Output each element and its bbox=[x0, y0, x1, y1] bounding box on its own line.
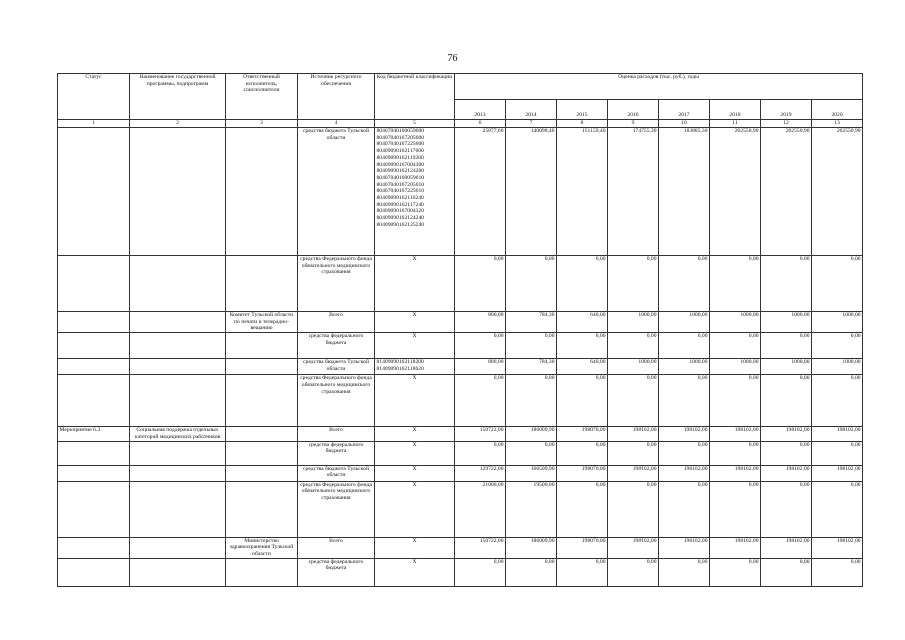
table-row bbox=[58, 427, 863, 441]
value-cell: 0,00 bbox=[812, 481, 863, 537]
year-header: 2014 bbox=[506, 100, 557, 120]
status-cell bbox=[58, 312, 130, 333]
executor-cell: Комитет Тульской области по печати и телерадио-вещанию bbox=[226, 312, 298, 333]
source-cell: Всего bbox=[298, 427, 375, 441]
value-cell: 0,00 bbox=[506, 256, 557, 312]
value-cell: 1000,00 bbox=[710, 359, 761, 375]
program-cell bbox=[130, 441, 226, 465]
header-program: Наименование государственной программы, подпрограмм bbox=[130, 74, 226, 120]
value-cell: 0,00 bbox=[455, 375, 506, 427]
status-cell bbox=[58, 441, 130, 465]
value-cell: 0,00 bbox=[506, 375, 557, 427]
status-cell bbox=[58, 128, 130, 256]
year-header: 2020 bbox=[812, 100, 863, 120]
status-cell bbox=[58, 465, 130, 481]
value-cell: 1000,00 bbox=[659, 359, 710, 375]
value-cell: 0,00 bbox=[557, 481, 608, 537]
value-cell: 0,00 bbox=[506, 333, 557, 359]
value-cell: 129722,00 bbox=[455, 465, 506, 481]
value-cell: 198102,00 bbox=[608, 537, 659, 558]
executor-cell bbox=[226, 359, 298, 375]
executor-cell bbox=[226, 427, 298, 441]
program-cell bbox=[130, 481, 226, 537]
code-cell: Х bbox=[375, 558, 455, 586]
code-cell: Х bbox=[375, 375, 455, 427]
source-cell: Всего bbox=[298, 537, 375, 558]
value-cell: 0,00 bbox=[557, 441, 608, 465]
value-cell: 198102,00 bbox=[659, 465, 710, 481]
table-row bbox=[58, 558, 863, 586]
value-cell: 198102,00 bbox=[659, 427, 710, 441]
table-row bbox=[58, 312, 863, 333]
code-cell: Х bbox=[375, 427, 455, 441]
value-cell: 0,00 bbox=[761, 441, 812, 465]
status-cell bbox=[58, 256, 130, 312]
value-cell: 186009,90 bbox=[506, 427, 557, 441]
code-cell: 80407040160059600 80407040167205600 80407040167225600 80409090162117600 80409090162119200 80409090167004300 80409090162124200 80407040160059610 80407040167205610 80407040167225610 80409090162116240 80409090162117240 80409090167004320 80409090162124240 80409090162125240 bbox=[375, 128, 455, 256]
value-cell: 784,30 bbox=[506, 312, 557, 333]
executor-cell bbox=[226, 375, 298, 427]
value-cell: 198102,00 bbox=[608, 465, 659, 481]
value-cell: 0,00 bbox=[608, 441, 659, 465]
code-cell: Х bbox=[375, 441, 455, 465]
source-cell: средства Федерального фонда обязательного медицинского страхования bbox=[298, 481, 375, 537]
value-cell: 1000,00 bbox=[812, 312, 863, 333]
executor-cell bbox=[226, 333, 298, 359]
value-cell: 150722,00 bbox=[455, 537, 506, 558]
value-cell: 0,00 bbox=[506, 441, 557, 465]
value-cell: 198102,00 bbox=[761, 465, 812, 481]
value-cell: 19500,00 bbox=[506, 481, 557, 537]
value-cell: 0,00 bbox=[506, 558, 557, 586]
program-cell bbox=[130, 537, 226, 558]
value-cell: 0,00 bbox=[659, 481, 710, 537]
value-cell: 198102,00 bbox=[761, 427, 812, 441]
value-cell: 0,00 bbox=[659, 333, 710, 359]
value-cell: 0,00 bbox=[812, 441, 863, 465]
value-cell: 198070,00 bbox=[557, 427, 608, 441]
value-cell: 1000,00 bbox=[812, 359, 863, 375]
status-cell bbox=[58, 359, 130, 375]
value-cell: 0,00 bbox=[659, 256, 710, 312]
value-cell: 0,00 bbox=[761, 558, 812, 586]
status-cell bbox=[58, 537, 130, 558]
value-cell: 0,00 bbox=[455, 256, 506, 312]
program-cell bbox=[130, 465, 226, 481]
value-cell: 198102,00 bbox=[812, 465, 863, 481]
value-cell: 186009,90 bbox=[506, 537, 557, 558]
year-header: 2017 bbox=[659, 100, 710, 120]
expenditure-table bbox=[57, 73, 863, 587]
table-row bbox=[58, 333, 863, 359]
value-cell: 0,00 bbox=[608, 375, 659, 427]
value-cell: 21000,00 bbox=[455, 481, 506, 537]
column-number: 13 bbox=[812, 120, 863, 128]
column-number: 9 bbox=[608, 120, 659, 128]
value-cell: 0,00 bbox=[608, 481, 659, 537]
header-source: Источник ресурсного обеспечения bbox=[298, 74, 375, 120]
value-cell: 0,00 bbox=[761, 375, 812, 427]
source-cell: средства Федерального фонда обязательного медицинского страхования bbox=[298, 375, 375, 427]
source-cell: средства федерального бюджета bbox=[298, 558, 375, 586]
code-cell: Х bbox=[375, 333, 455, 359]
value-cell: 1000,00 bbox=[761, 312, 812, 333]
value-cell: 0,00 bbox=[812, 558, 863, 586]
code-cell: Х bbox=[375, 256, 455, 312]
value-cell: 0,00 bbox=[710, 256, 761, 312]
table-row bbox=[58, 128, 863, 256]
column-number: 12 bbox=[761, 120, 812, 128]
header-estimate: Оценка расходов (тыс. руб.), годы bbox=[455, 74, 863, 100]
value-cell: 0,00 bbox=[455, 558, 506, 586]
executor-cell bbox=[226, 128, 298, 256]
value-cell: 1000,00 bbox=[608, 312, 659, 333]
source-cell: средства федерального бюджета bbox=[298, 441, 375, 465]
executor-cell bbox=[226, 256, 298, 312]
year-header: 2016 bbox=[608, 100, 659, 120]
value-cell: 0,00 bbox=[659, 558, 710, 586]
value-cell: 0,00 bbox=[761, 256, 812, 312]
executor-cell: Министерство здравоохранения Тульской области bbox=[226, 537, 298, 558]
value-cell: 0,00 bbox=[710, 441, 761, 465]
executor-cell bbox=[226, 465, 298, 481]
table-row bbox=[58, 375, 863, 427]
program-cell bbox=[130, 312, 226, 333]
source-cell: Всего bbox=[298, 312, 375, 333]
executor-cell bbox=[226, 441, 298, 465]
value-cell: 640,00 bbox=[557, 312, 608, 333]
program-cell bbox=[130, 359, 226, 375]
value-cell: 0,00 bbox=[812, 256, 863, 312]
value-cell: 174755,30 bbox=[608, 128, 659, 256]
value-cell: 784,30 bbox=[506, 359, 557, 375]
value-cell: 0,00 bbox=[710, 481, 761, 537]
value-cell: 0,00 bbox=[608, 333, 659, 359]
value-cell: 0,00 bbox=[812, 333, 863, 359]
value-cell: 0,00 bbox=[659, 441, 710, 465]
column-number: 10 bbox=[659, 120, 710, 128]
program-cell bbox=[130, 558, 226, 586]
executor-cell bbox=[226, 558, 298, 586]
table-row bbox=[58, 359, 863, 375]
code-cell: Х bbox=[375, 312, 455, 333]
year-header: 2015 bbox=[557, 100, 608, 120]
value-cell: 198102,00 bbox=[812, 427, 863, 441]
value-cell: 202550,90 bbox=[761, 128, 812, 256]
value-cell: 198102,00 bbox=[761, 537, 812, 558]
value-cell: 0,00 bbox=[761, 481, 812, 537]
status-cell bbox=[58, 558, 130, 586]
year-header: 2018 bbox=[710, 100, 761, 120]
value-cell: 0,00 bbox=[557, 558, 608, 586]
status-cell bbox=[58, 333, 130, 359]
table-row bbox=[58, 465, 863, 481]
value-cell: 166509,90 bbox=[506, 465, 557, 481]
source-cell: средства бюджета Тульской области bbox=[298, 359, 375, 375]
value-cell: 183885,30 bbox=[659, 128, 710, 256]
executor-cell bbox=[226, 481, 298, 537]
value-cell: 202550,90 bbox=[812, 128, 863, 256]
value-cell: 0,00 bbox=[659, 375, 710, 427]
value-cell: 0,00 bbox=[557, 256, 608, 312]
value-cell: 198102,00 bbox=[608, 427, 659, 441]
header-executor: Ответственный исполнитель, соисполнители bbox=[226, 74, 298, 120]
program-cell: Социальная поддержка отдельных категорий медицинских работников bbox=[130, 427, 226, 441]
value-cell: 1000,00 bbox=[608, 359, 659, 375]
value-cell: 1000,00 bbox=[659, 312, 710, 333]
column-number: 7 bbox=[506, 120, 557, 128]
header-code: Код бюджетной классификации bbox=[375, 74, 455, 120]
status-cell: Мероприятие 6.3. bbox=[58, 427, 130, 441]
code-cell: 81409090162118200 81409090162118620 bbox=[375, 359, 455, 375]
value-cell: 198102,00 bbox=[710, 427, 761, 441]
value-cell: 198102,00 bbox=[710, 465, 761, 481]
value-cell: 800,00 bbox=[455, 312, 506, 333]
value-cell: 0,00 bbox=[710, 375, 761, 427]
value-cell: 1000,00 bbox=[761, 359, 812, 375]
value-cell: 151159,40 bbox=[557, 128, 608, 256]
code-cell: Х bbox=[375, 465, 455, 481]
table-row bbox=[58, 537, 863, 558]
code-cell: Х bbox=[375, 537, 455, 558]
year-header: 2019 bbox=[761, 100, 812, 120]
value-cell: 0,00 bbox=[557, 375, 608, 427]
column-number: 11 bbox=[710, 120, 761, 128]
value-cell: 0,00 bbox=[455, 333, 506, 359]
value-cell: 198070,00 bbox=[557, 465, 608, 481]
table-row bbox=[58, 481, 863, 537]
value-cell: 198102,00 bbox=[659, 537, 710, 558]
program-cell bbox=[130, 256, 226, 312]
column-number: 8 bbox=[557, 120, 608, 128]
value-cell: 0,00 bbox=[557, 333, 608, 359]
value-cell: 1000,00 bbox=[710, 312, 761, 333]
column-number: 4 bbox=[298, 120, 375, 128]
program-cell bbox=[130, 333, 226, 359]
value-cell: 150722,00 bbox=[455, 427, 506, 441]
column-number: 5 bbox=[375, 120, 455, 128]
program-cell bbox=[130, 128, 226, 256]
value-cell: 0,00 bbox=[812, 375, 863, 427]
value-cell: 140098,40 bbox=[506, 128, 557, 256]
column-number: 3 bbox=[226, 120, 298, 128]
program-cell bbox=[130, 375, 226, 427]
column-number: 6 bbox=[455, 120, 506, 128]
value-cell: 0,00 bbox=[608, 256, 659, 312]
value-cell: 0,00 bbox=[710, 333, 761, 359]
code-cell: Х bbox=[375, 481, 455, 537]
value-cell: 0,00 bbox=[761, 333, 812, 359]
source-cell: средства Федерального фонда обязательного медицинского страхования bbox=[298, 256, 375, 312]
year-header: 2013 bbox=[455, 100, 506, 120]
page-number: 76 bbox=[447, 53, 458, 64]
column-number: 1 bbox=[58, 120, 130, 128]
column-number: 2 bbox=[130, 120, 226, 128]
value-cell: 800,00 bbox=[455, 359, 506, 375]
source-cell: средства федерального бюджета bbox=[298, 333, 375, 359]
status-cell bbox=[58, 375, 130, 427]
table-row bbox=[58, 441, 863, 465]
value-cell: 25877,60 bbox=[455, 128, 506, 256]
value-cell: 0,00 bbox=[608, 558, 659, 586]
source-cell: средства бюджета Тульской области bbox=[298, 465, 375, 481]
value-cell: 0,00 bbox=[710, 558, 761, 586]
header-status: Статус bbox=[58, 74, 130, 120]
status-cell bbox=[58, 481, 130, 537]
value-cell: 198102,00 bbox=[710, 537, 761, 558]
source-cell: средства бюджета Тульской области bbox=[298, 128, 375, 256]
value-cell: 0,00 bbox=[455, 441, 506, 465]
value-cell: 198102,00 bbox=[812, 537, 863, 558]
value-cell: 640,00 bbox=[557, 359, 608, 375]
value-cell: 202550,90 bbox=[710, 128, 761, 256]
value-cell: 198070,00 bbox=[557, 537, 608, 558]
table-row bbox=[58, 256, 863, 312]
